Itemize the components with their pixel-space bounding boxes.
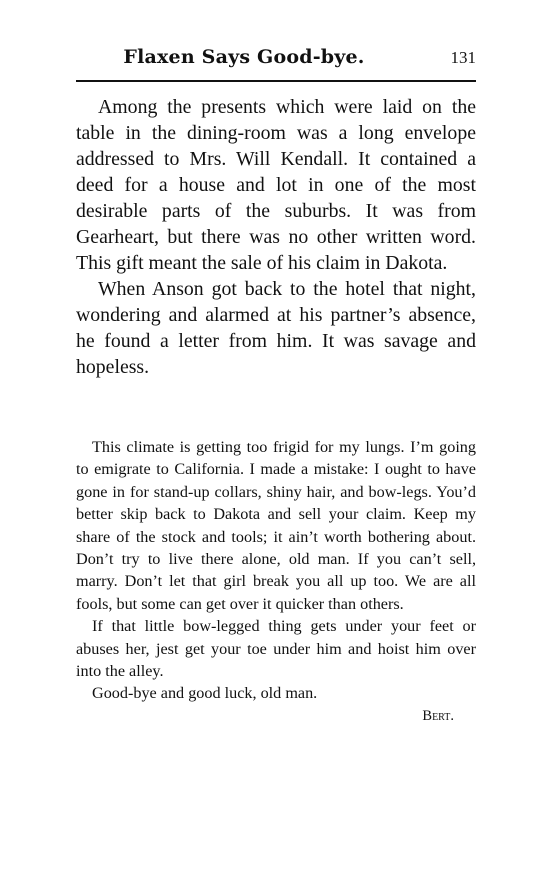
letter-signature: Bert. [422, 707, 454, 724]
letter-paragraph: Good-bye and good luck, old man. [92, 684, 318, 703]
running-head [76, 46, 476, 76]
page-number: 131 [450, 48, 476, 67]
letter-paragraph: If that little bow-legged thing gets under your feet or abuses her, jest get your toe under him and hoist him over into the alley. [76, 617, 476, 681]
body-paragraph: Among the presents which were laid on the table in the dining-room was a long envelope addressed to Mrs. Will Kendall. It contained a deed for a house and lot in one of the most desirable parts of the suburbs. It was from Gearheart, but there was no other written word. This gift meant the sale of his claim in Dakota. [76, 96, 476, 274]
body-paragraph: When Anson got back to the hotel that night, wondering and alarmed at his partner’s absence, he found a letter from him. It was savage and hopeless. [76, 278, 476, 378]
running-title: Flaxen Says Good-bye. [123, 46, 365, 68]
letter-paragraph: This climate is getting too frigid for my lungs. I’m going to emigrate to California. I made a mistake: I ought to have gone in for stand-up collars, shiny hair, and bow-legs. You’d better skip back to Dakota and sell your claim. Keep my share of the stock and tools; it ain’t worth bothering about. Don’t try to live there alone, old man. If you can’t sell, marry. Don’t let that girl break you all up too. We are all fools, but some can get over it quicker than others. [76, 438, 476, 613]
header-rule [76, 80, 476, 82]
main-text [76, 94, 476, 380]
letter-text [76, 436, 476, 727]
